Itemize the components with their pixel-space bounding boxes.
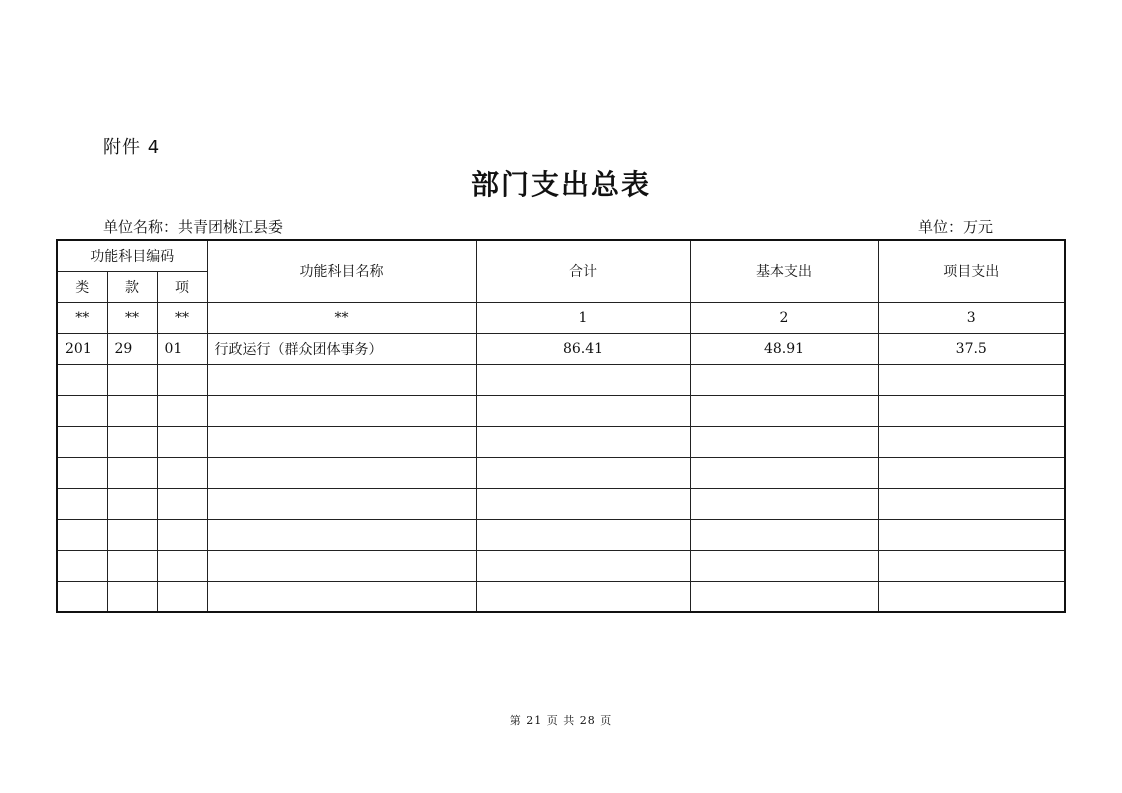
table-cell — [476, 395, 690, 426]
header-code-group: 功能科目编码 — [57, 240, 207, 271]
table-cell — [57, 364, 107, 395]
table-cell — [157, 364, 207, 395]
table-cell — [690, 457, 878, 488]
table-cell — [57, 395, 107, 426]
table-cell — [107, 581, 157, 612]
page-title: 部门支出总表 — [470, 168, 651, 201]
table-cell — [690, 488, 878, 519]
table-cell: 86.41 — [476, 333, 690, 364]
expenditure-table — [56, 239, 1066, 613]
table-row — [57, 457, 1065, 488]
header-xiang: 项 — [157, 271, 207, 302]
index-cell: ** — [207, 302, 476, 333]
table-cell — [57, 581, 107, 612]
table-row — [57, 426, 1065, 457]
table-cell — [878, 581, 1065, 612]
table-row — [57, 519, 1065, 550]
header-basic-expenditure: 基本支出 — [690, 240, 878, 302]
header-lei: 类 — [57, 271, 107, 302]
table-cell — [690, 364, 878, 395]
table-cell — [878, 550, 1065, 581]
header-kuan: 款 — [107, 271, 157, 302]
table-cell — [107, 550, 157, 581]
table-cell — [207, 550, 476, 581]
table-cell — [57, 457, 107, 488]
attachment-label: 附件 4 — [103, 137, 161, 158]
table-cell — [107, 426, 157, 457]
table-cell — [207, 395, 476, 426]
table-row — [57, 364, 1065, 395]
index-row — [57, 302, 1065, 333]
table-cell — [690, 426, 878, 457]
table-cell — [207, 457, 476, 488]
table-cell — [207, 364, 476, 395]
table-cell — [476, 457, 690, 488]
header-project-expenditure: 项目支出 — [878, 240, 1065, 302]
table-cell — [690, 395, 878, 426]
table-cell — [107, 488, 157, 519]
table-cell — [57, 519, 107, 550]
table-cell — [57, 550, 107, 581]
table-cell — [207, 581, 476, 612]
table-cell: 201 — [57, 333, 107, 364]
index-cell: ** — [57, 302, 107, 333]
table-cell — [690, 581, 878, 612]
table-cell — [476, 426, 690, 457]
table-cell — [207, 488, 476, 519]
index-cell: ** — [157, 302, 207, 333]
table-cell — [57, 426, 107, 457]
table-cell — [690, 550, 878, 581]
table-cell — [107, 457, 157, 488]
table-row — [57, 550, 1065, 581]
table-cell — [476, 488, 690, 519]
table-cell: 01 — [157, 333, 207, 364]
header-total: 合计 — [476, 240, 690, 302]
table-cell — [476, 550, 690, 581]
table-row — [57, 333, 1065, 364]
index-cell: ** — [107, 302, 157, 333]
page-number: 第 21 页 共 28 页 — [509, 714, 613, 727]
index-cell: 1 — [476, 302, 690, 333]
table-cell — [690, 519, 878, 550]
table-cell — [157, 550, 207, 581]
table-cell — [157, 488, 207, 519]
table-cell — [476, 519, 690, 550]
unit-name: 单位名称：共青团桃江县委 — [103, 218, 284, 236]
table-cell — [157, 519, 207, 550]
table-cell — [207, 426, 476, 457]
table-cell: 48.91 — [690, 333, 878, 364]
table-cell: 37.5 — [878, 333, 1065, 364]
table-cell — [878, 457, 1065, 488]
table-row — [57, 488, 1065, 519]
table-cell — [207, 519, 476, 550]
table-cell — [157, 426, 207, 457]
table-cell — [878, 426, 1065, 457]
table-cell: 行政运行（群众团体事务） — [207, 333, 476, 364]
table-cell — [878, 364, 1065, 395]
table-row — [57, 581, 1065, 612]
table-cell: 29 — [107, 333, 157, 364]
table-cell — [157, 581, 207, 612]
table-cell — [476, 581, 690, 612]
table-cell — [878, 519, 1065, 550]
table-row — [57, 395, 1065, 426]
table-cell — [157, 457, 207, 488]
table-cell — [476, 364, 690, 395]
table-cell — [878, 395, 1065, 426]
index-cell: 3 — [878, 302, 1065, 333]
header-subject-name: 功能科目名称 — [207, 240, 476, 302]
index-cell: 2 — [690, 302, 878, 333]
table-cell — [107, 395, 157, 426]
table-cell — [107, 519, 157, 550]
table-cell — [157, 395, 207, 426]
table-cell — [107, 364, 157, 395]
table-cell — [57, 488, 107, 519]
currency-unit: 单位：万元 — [918, 218, 994, 236]
table-cell — [878, 488, 1065, 519]
